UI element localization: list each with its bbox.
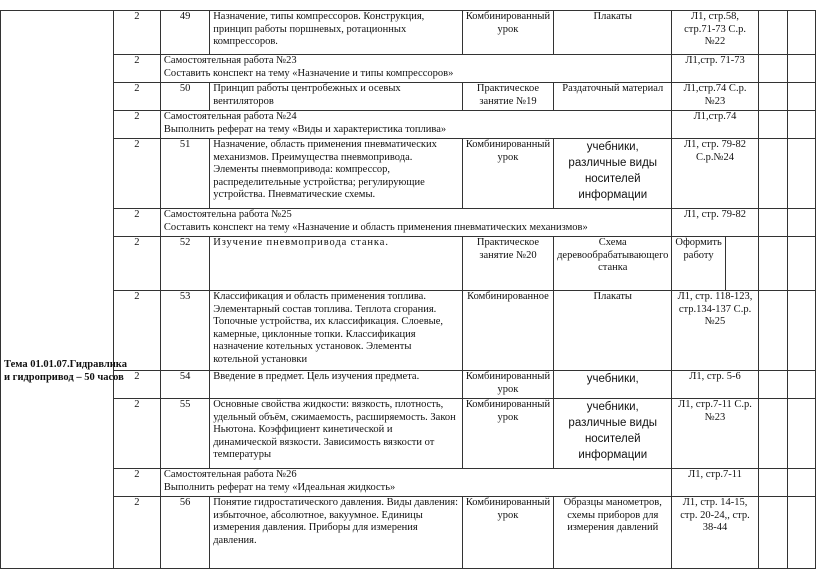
teaching-aids-cell: учебники, различные виды носителей информации [554,399,672,469]
teaching-aids-cell: Образцы манометров, схемы приборов для измерения давлений [554,497,672,569]
lesson-number-cell: 52 [160,237,209,291]
independent-work-title: Самостоятельная работа №26 [163,469,297,480]
hours-cell: 2 [113,291,160,371]
empty-cell [788,111,816,139]
lesson-content-cell: Основные свойства жидкости: вязкость, плотность, удельный объём, сжимаемость, расширяемость. Закон Ньютона. Коэффициент кинетической и динамической вязкости. Зависимость вязкости от температуры [210,399,463,469]
lesson-number-cell: 54 [160,371,209,399]
teaching-aids-cell: Плакаты [554,11,672,55]
independent-work-cell [160,469,671,497]
hours-cell: 2 [113,497,160,569]
lesson-form-cell: Комбинированное [462,291,553,371]
teaching-aids-cell: учебники, [554,371,672,399]
empty-cell [758,83,788,111]
independent-work-title: Самостоятельная работа №24 [163,111,297,122]
teaching-aids-cell: Плакаты [554,291,672,371]
literature-cell: Л1, стр. 79-82 С.р.№24 [672,139,758,209]
hours-cell: 2 [113,209,160,237]
lesson-form-cell: Практическое занятие №19 [462,83,553,111]
lesson-number-cell: 49 [160,11,209,55]
literature-cell: Л1, стр. 79-82 [672,209,758,237]
table-row [1,209,816,237]
empty-cell [788,399,816,469]
literature-cell: Л1, стр. 14-15, стр. 20-24,, стр. 38-44 [672,497,758,569]
lesson-content-cell: Принцип работы центробежных и осевых вентиляторов [210,83,463,111]
empty-cell [788,83,816,111]
empty-cell [788,469,816,497]
lesson-content-cell: Изучение пневмопривода станка. [210,237,463,291]
empty-cell [788,55,816,83]
literature-cell: Л1,стр.74 [672,111,758,139]
literature-cell: Л1, стр.58, стр.71-73 С.р.№22 [672,11,758,55]
hours-cell: 2 [113,55,160,83]
independent-work-task: Составить конспект на тему «Назначение и типы компрессоров» [163,67,454,79]
lesson-content-cell: Назначение, область применения пневматических механизмов. Преимущества пневмопривода. Элементы пневмопривода: компрессор, распределительные устройства; регулирующие устройства. Пневматические схемы. [210,139,463,209]
topic-cell [1,11,114,569]
empty-cell [758,237,788,291]
empty-cell [758,55,788,83]
lesson-form-cell: Практическое занятие №20 [462,237,553,291]
hours-cell: 2 [113,111,160,139]
hours-cell: 2 [113,237,160,291]
lesson-content-cell: Понятие гидростатического давления. Виды давления: избыточное, абсолютное, вакуумное. Единицы измерения давления. Приборы для измерения давления. [210,497,463,569]
literature-cell: Л1, стр. 118-123, стр.134-137 С.р.№25 [672,291,758,371]
literature-cell: Л1,стр.74 С.р.№23 [672,83,758,111]
lesson-form-cell: Комбинированный урок [462,11,553,55]
table-row [1,399,816,469]
empty-cell [788,139,816,209]
empty-cell [788,11,816,55]
lesson-form-cell: Комбинированный урок [462,399,553,469]
lesson-content-cell: Классификация и область применения топлива. Элементарный состав топлива. Теплота сгорания. Топочные устройства, их классификация. Слоевые, камерные, циклонные топки. Классификация назначение котельных установок. Элементы котельной установки [210,291,463,371]
table-row [1,237,816,291]
independent-work-cell [160,55,671,83]
teaching-aids-cell: Схема деревообрабатывающего станка [554,237,672,291]
lesson-number-cell: 56 [160,497,209,569]
literature-cell: Л1,стр. 71-73 [672,55,758,83]
literature-cell: Л1, стр.7-11 [672,469,758,497]
lesson-form-cell: Комбинированный урок [462,371,553,399]
empty-cell [725,237,758,291]
table-row [1,55,816,83]
independent-work-task: Составить конспект на тему «Назначение и область применения пневматических механизмов» [163,221,588,233]
table-row [1,497,816,569]
hours-cell: 2 [113,83,160,111]
thematic-plan-table [0,10,816,569]
hours-cell: 2 [113,371,160,399]
table-row [1,11,816,55]
lesson-form-cell: Комбинированный урок [462,497,553,569]
empty-cell [758,11,788,55]
lesson-number-cell: 51 [160,139,209,209]
lesson-content-cell: Введение в предмет. Цель изучения предмета. [210,371,463,399]
lesson-number-cell: 53 [160,291,209,371]
empty-cell [758,291,788,371]
lesson-content-cell: Назначение, типы компрессоров. Конструкция, принцип работы поршневых, ротационных компрессоров. [210,11,463,55]
empty-cell [758,111,788,139]
literature-cell: Л1, стр.7-11 С.р.№23 [672,399,758,469]
empty-cell [788,209,816,237]
empty-cell [758,139,788,209]
empty-cell [758,371,788,399]
empty-cell [788,497,816,569]
empty-cell [758,209,788,237]
literature-cell: Л1, стр. 5-6 [672,371,758,399]
table-row [1,469,816,497]
empty-cell [758,399,788,469]
empty-cell [758,469,788,497]
empty-cell [758,497,788,569]
empty-cell [788,371,816,399]
teaching-aids-cell: Раздаточный материал [554,83,672,111]
lesson-number-cell: 50 [160,83,209,111]
hours-cell: 2 [113,399,160,469]
hours-cell: 2 [113,469,160,497]
independent-work-cell [160,209,671,237]
hours-cell: 2 [113,139,160,209]
independent-work-cell [160,111,671,139]
independent-work-task: Выполнить реферат на тему «Виды и характеристика топлива» [163,123,447,135]
topic-title: Тема 01.01.07.Гидравлика и гидропривод – 50 часов [4,359,127,383]
hours-cell: 2 [113,11,160,55]
table-row [1,83,816,111]
independent-work-title: Самостоятельная работа №23 [163,55,297,66]
lesson-number-cell: 55 [160,399,209,469]
independent-work-task: Выполнить реферат на тему «Идеальная жидкость» [163,481,396,493]
teaching-aids-cell: учебники, различные виды носителей информации [554,139,672,209]
empty-cell [788,237,816,291]
table-row [1,139,816,209]
table-row [1,111,816,139]
empty-cell [788,291,816,371]
lesson-form-cell: Комбинированный урок [462,139,553,209]
literature-cell: Оформить работу [672,237,725,291]
independent-work-title: Самостоятельна работа №25 [163,209,292,220]
